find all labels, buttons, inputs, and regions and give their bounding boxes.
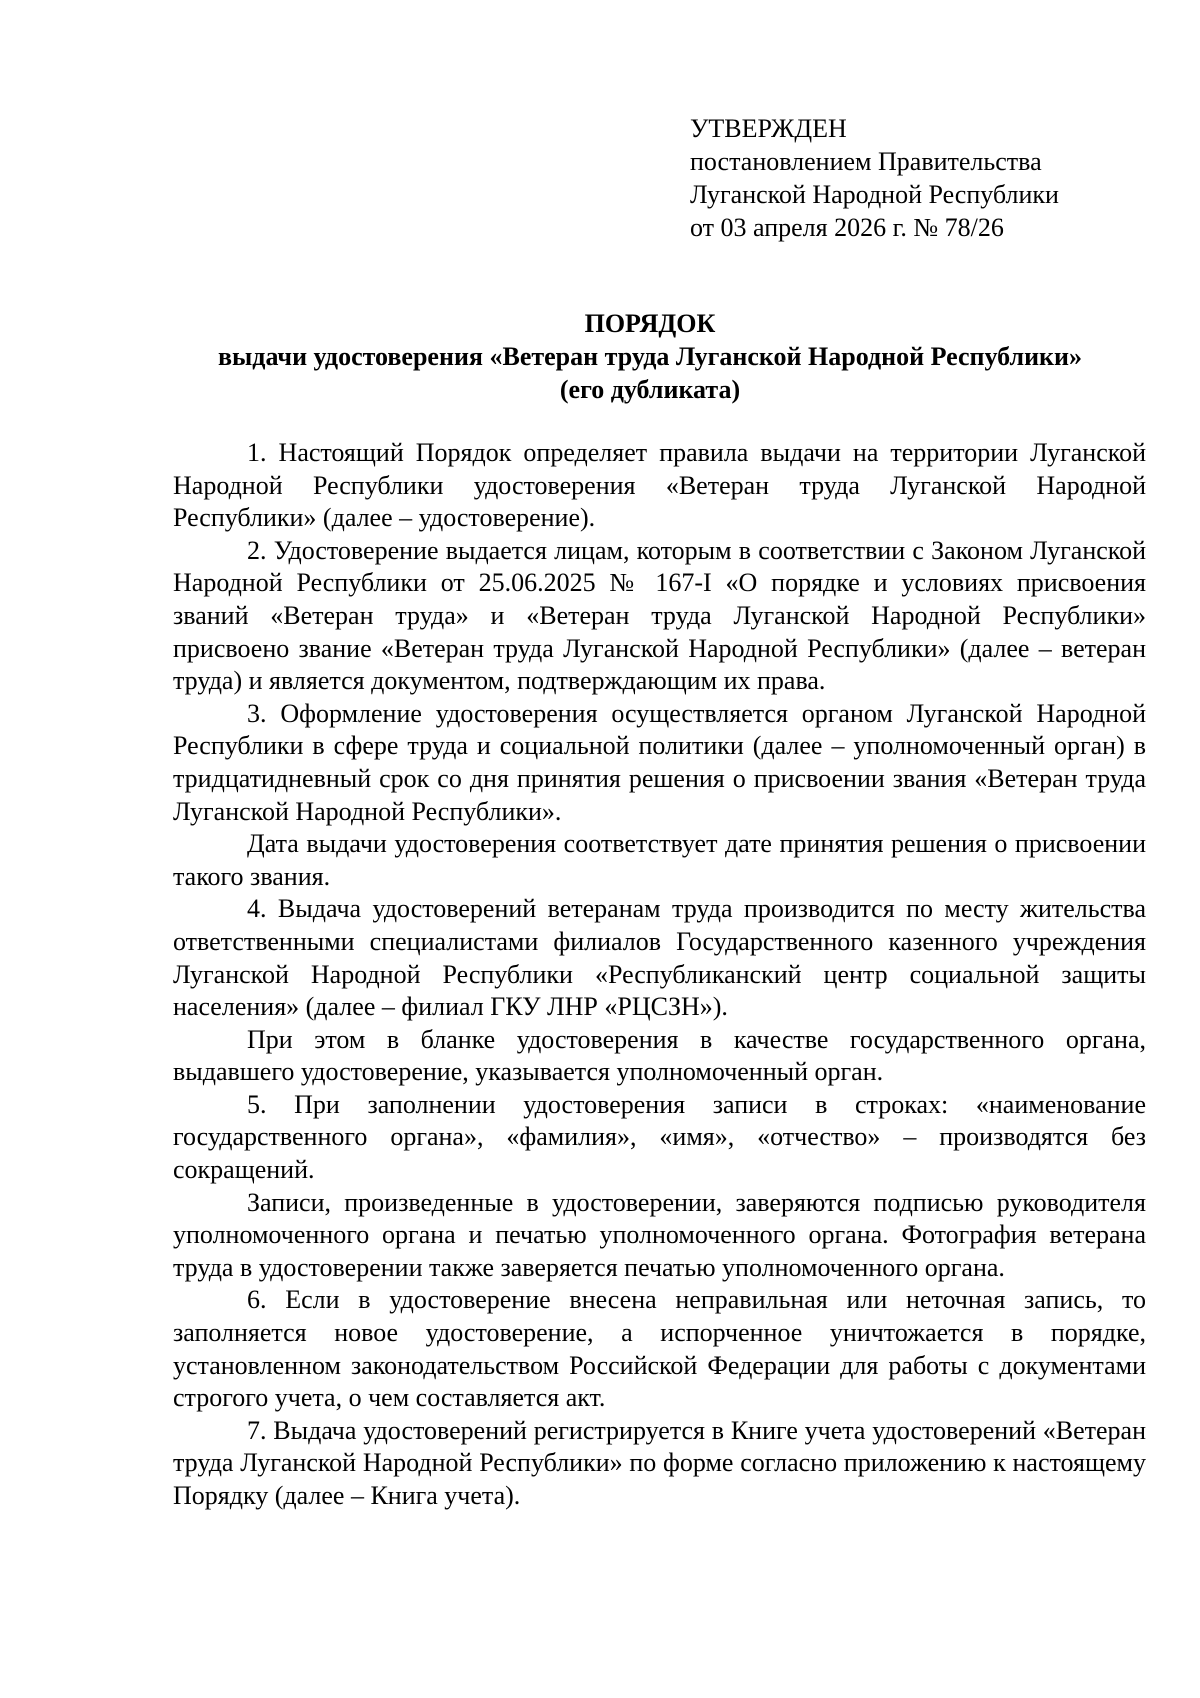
paragraph-1: 1. Настоящий Порядок определяет правила выдачи на территории Луганской Народной Республики удостоверения «Ветеран труда Луганской Народной Республики» (далее – удостоверение). [173,438,1146,533]
title-note: (его дубликата) [559,375,741,404]
paragraph-4-issuing-authority: При этом в бланке удостоверения в качестве государственного органа, выдавшего удостоверение, указывается уполномоченный орган. [173,1024,1146,1087]
approval-line: постановлением Правительства [690,147,1042,176]
title-subject: выдачи удостоверения «Ветеран труда Луганской Народной Республики» [217,342,1083,371]
paragraph-2: 2. Удостоверение выдается лицам, которым в соответствии с Законом Луганской Народной Республики от 25.06.2025 № 167-I «О порядке и условиях присвоения званий «Ветеран труда» и «Ветеран труда Луганской Народной Республики» присвоено звание «Ветеран труда Луганской Народной Республики» (далее – ветеран труда) и является документом, подтверждающим их права. [173,535,1146,696]
approval-line: Луганской Народной Республики [690,180,1059,209]
document-title [150,307,1150,406]
paragraph-5-certification: Записи, произведенные в удостоверении, заверяются подписью руководителя уполномоченного органа и печатью уполномоченного органа. Фотография ветерана труда в удостоверении также заверяется печатью уполномоченного органа. [173,1187,1146,1282]
approval-heading: УТВЕРЖДЕН [690,114,847,143]
paragraph-3-issue-date: Дата выдачи удостоверения соответствует дате принятия решения о присвоении такого звания. [173,829,1146,891]
approval-stamp-block [690,112,1170,244]
paragraph-7: 7. Выдача удостоверений регистрируется в Книге учета удостоверений «Ветеран труда Луганской Народной Республики» по форме согласно приложению к настоящему Порядку (далее – Книга учета). [173,1415,1146,1510]
paragraph-6: 6. Если в удостоверение внесена неправильная или неточная запись, то заполняется новое удостоверение, а испорченное уничтожается в порядке, установленном законодательством Российской Федерации для работы с документами строгого учета, о чем составляется акт. [173,1285,1146,1413]
paragraph-5: 5. При заполнении удостоверения записи в строках: «наименование государственного органа», «фамилия», «имя», «отчество» – производятся без сокращений. [173,1089,1146,1185]
paragraph-4: 4. Выдача удостоверений ветеранам труда производится по месту жительства ответственными специалистами филиалов Государственного казенного учреждения Луганской Народной Республики «Республиканский центр социальной защиты населения» (далее – филиал ГКУ ЛНР «РЦСЗН»). [173,894,1146,1022]
approval-date-number: от 03 апреля 2026 г. № 78/26 [690,213,1004,242]
paragraph-3: 3. Оформление удостоверения осуществляется органом Луганской Народной Республики в сфере труда и социальной политики (далее – уполномоченный орган) в тридцатидневный срок со дня принятия решения о присвоении звания «Ветеран труда Луганской Народной Республики». [173,698,1146,826]
title-heading: ПОРЯДОК [584,309,716,338]
document-body [173,437,1146,1513]
